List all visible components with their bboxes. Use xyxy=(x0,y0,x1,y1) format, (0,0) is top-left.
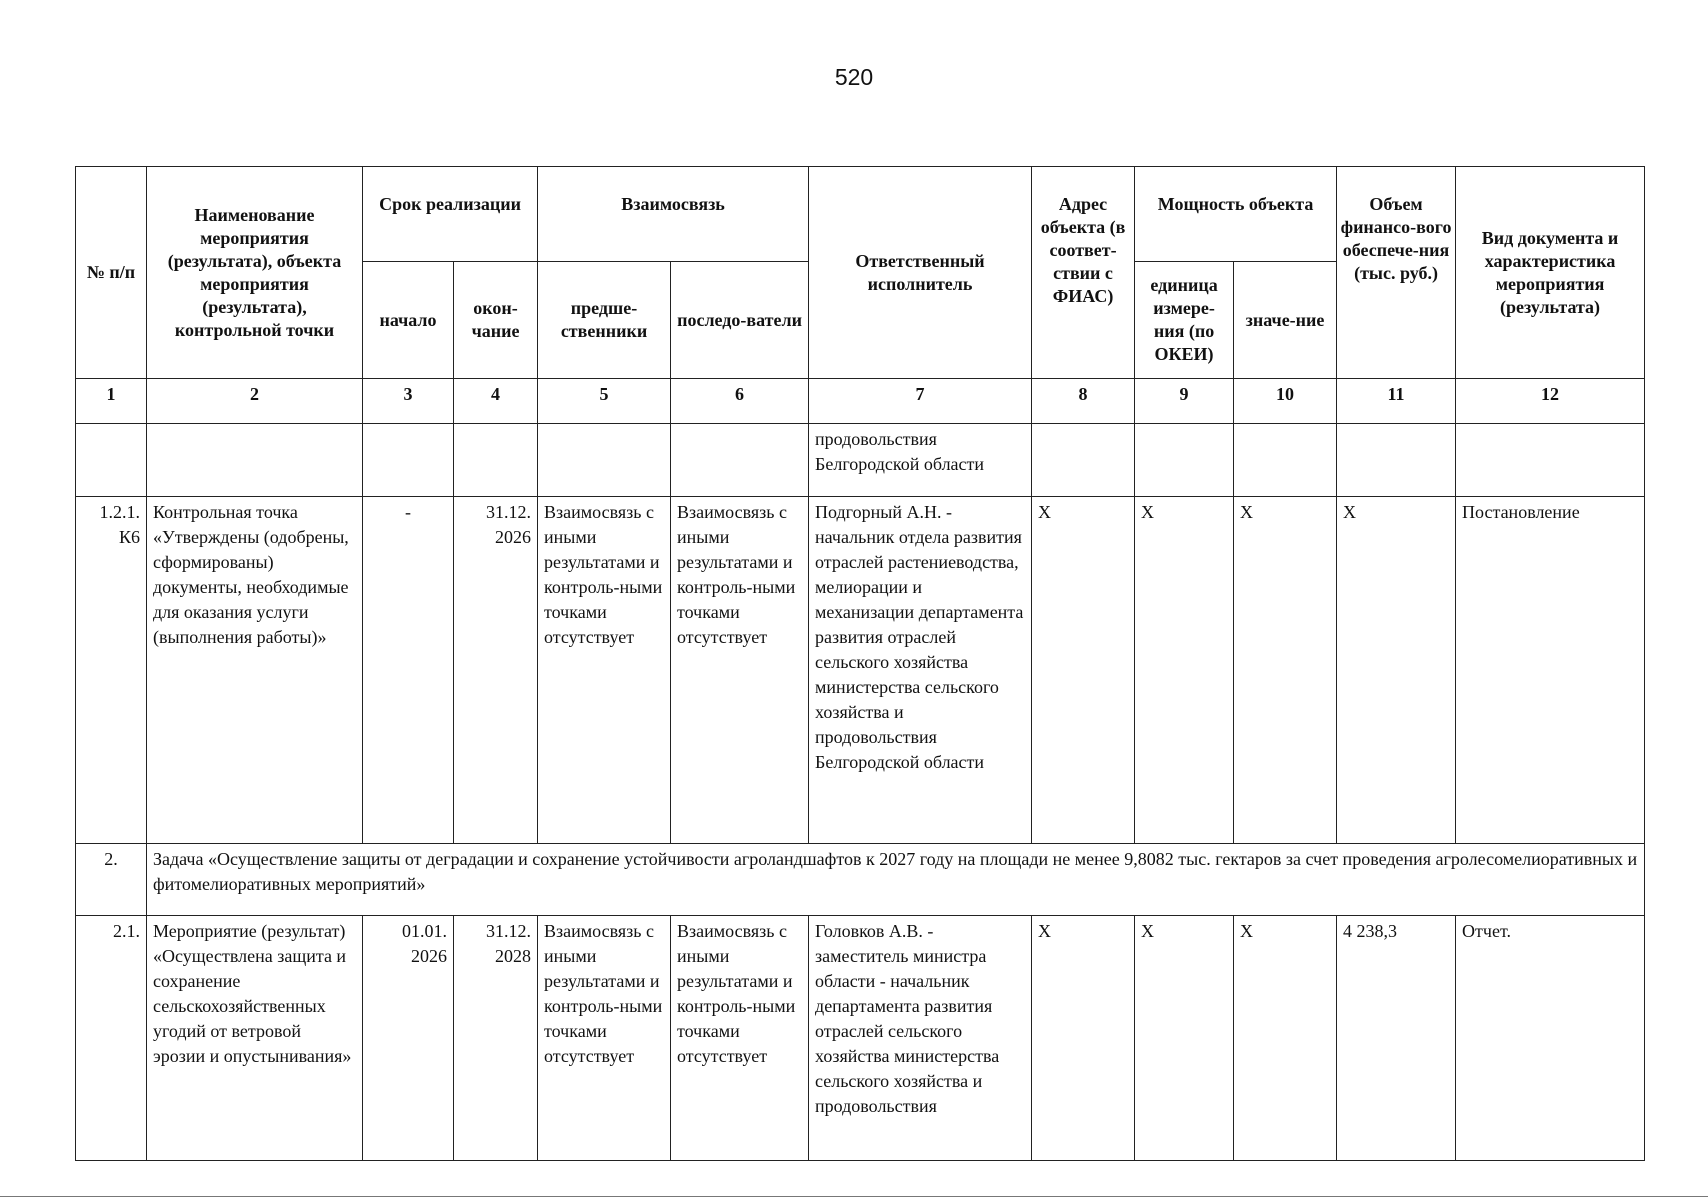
header-period-end: окон-чание xyxy=(454,262,538,379)
cell-num: 1.2.1. К6 xyxy=(76,497,147,844)
cell-prev: Взаимосвязь с иными результатами и контроль-ными точками отсутствует xyxy=(538,916,671,1161)
column-number: 6 xyxy=(671,379,809,424)
header-row-top xyxy=(76,167,1645,262)
cell-task-text: Задача «Осуществление защиты от деградации и сохранение устойчивости агроландшафтов к 2027 году на площади не менее 9,8082 тыс. гектаров за счет проведения агролесомелиоративных и фитомелиоративных мероприятий» xyxy=(147,844,1645,916)
cell-next: Взаимосвязь с иными результатами и контроль-ными точками отсутствует xyxy=(671,916,809,1161)
column-number: 1 xyxy=(76,379,147,424)
cell-start: 01.01. 2026 xyxy=(363,916,454,1161)
header-period-start: начало xyxy=(363,262,454,379)
header-address: Адрес объекта (в соответ-ствии с ФИАС) xyxy=(1032,167,1135,379)
cell-doc: Постановление xyxy=(1456,497,1645,844)
header-num: № п/п xyxy=(76,167,147,379)
column-number: 3 xyxy=(363,379,454,424)
cell-start: - xyxy=(363,497,454,844)
header-capacity-value: значе-ние xyxy=(1234,262,1337,379)
header-executor: Ответственный исполнитель xyxy=(809,167,1032,379)
column-number: 10 xyxy=(1234,379,1337,424)
header-relation: Взаимосвязь xyxy=(538,167,809,262)
header-doc-type: Вид документа и характеристика мероприятия (результата) xyxy=(1456,167,1645,379)
table-row-task xyxy=(76,844,1645,916)
cell-end: 31.12. 2026 xyxy=(454,497,538,844)
header-relation-prev: предше-ственники xyxy=(538,262,671,379)
column-number: 2 xyxy=(147,379,363,424)
cell-unit: X xyxy=(1135,497,1234,844)
column-number: 5 xyxy=(538,379,671,424)
cell-executor: Головков А.В. - заместитель министра области - начальник департамента развития отраслей сельского хозяйства министерства сельского хозяйства и продовольствия xyxy=(809,916,1032,1161)
column-number: 8 xyxy=(1032,379,1135,424)
measures-table xyxy=(75,166,1645,1161)
column-number: 7 xyxy=(809,379,1032,424)
cell-num: 2.1. xyxy=(76,916,147,1161)
cell-value: X xyxy=(1234,916,1337,1161)
cell-finance: 4 238,3 xyxy=(1337,916,1456,1161)
column-number: 9 xyxy=(1135,379,1234,424)
header-finance: Объем финансо-вого обеспече-ния (тыс. руб.) xyxy=(1337,167,1456,379)
header-name: Наименование мероприятия (результата), объекта мероприятия (результата), контрольной точки xyxy=(147,167,363,379)
table-row-k6 xyxy=(76,497,1645,844)
cell-address: X xyxy=(1032,497,1135,844)
column-number: 12 xyxy=(1456,379,1645,424)
header-capacity: Мощность объекта xyxy=(1135,167,1337,262)
cell-end: 31.12. 2028 xyxy=(454,916,538,1161)
table-row-continuation xyxy=(76,424,1645,497)
header-capacity-unit: единица измере-ния (по ОКЕИ) xyxy=(1135,262,1234,379)
cell-finance: X xyxy=(1337,497,1456,844)
cell-value: X xyxy=(1234,497,1337,844)
cell-unit: X xyxy=(1135,916,1234,1161)
page-number: 520 xyxy=(834,64,874,90)
cell-executor: Подгорный А.Н. - начальник отдела развития отраслей растениеводства, мелиорации и механизации департамента развития отраслей сельского хозяйства министерства сельского хозяйства и продовольствия Белгородской области xyxy=(809,497,1032,844)
cell-num: 2. xyxy=(76,844,147,916)
column-number: 4 xyxy=(454,379,538,424)
column-numbers-row xyxy=(76,379,1645,424)
cell-executor: продовольствия Белгородской области xyxy=(809,424,1032,497)
column-number: 11 xyxy=(1337,379,1456,424)
table-row-2-1 xyxy=(76,916,1645,1161)
cell-prev: Взаимосвязь с иными результатами и контроль-ными точками отсутствует xyxy=(538,497,671,844)
cell-next: Взаимосвязь с иными результатами и контроль-ными точками отсутствует xyxy=(671,497,809,844)
cell-address: X xyxy=(1032,916,1135,1161)
cell-name: Мероприятие (результат) «Осуществлена защита и сохранение сельскохозяйственных угодий от ветровой эрозии и опустынивания» xyxy=(147,916,363,1161)
header-period: Срок реализации xyxy=(363,167,538,262)
header-relation-next: последо-ватели xyxy=(671,262,809,379)
cell-doc: Отчет. xyxy=(1456,916,1645,1161)
page-bottom-edge xyxy=(0,1196,1708,1197)
cell-name: Контрольная точка «Утверждены (одобрены, сформированы) документы, необходимые для оказания услуги (выполнения работы)» xyxy=(147,497,363,844)
